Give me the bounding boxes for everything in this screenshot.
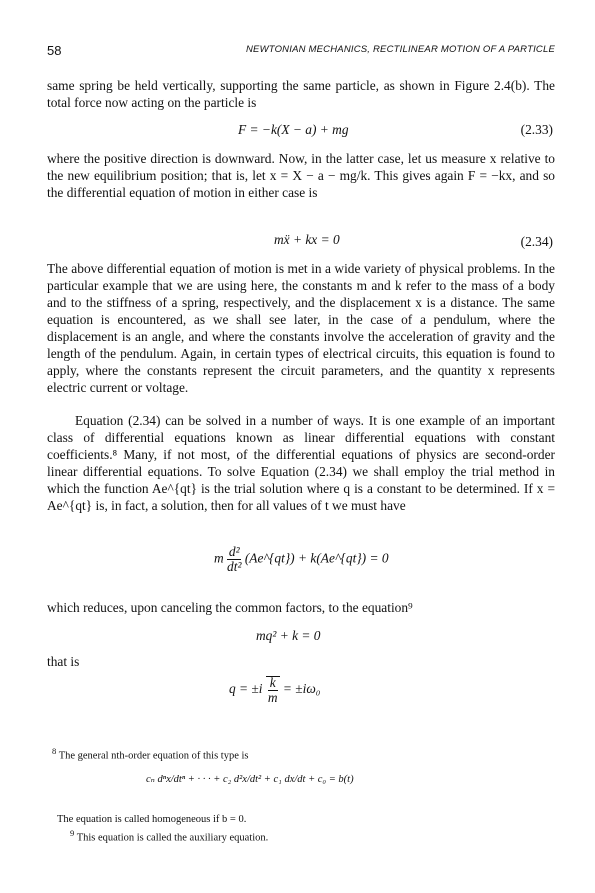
second-derivative-fraction [227,546,241,573]
fraction-denominator: dt² [227,559,242,574]
footnote-8-mark: 8 [52,746,57,756]
q-rhs: = ±iω₀ [282,681,321,697]
equation-trial-solution [214,546,389,573]
paragraph-4: Equation (2.34) can be solved in a number of ways. It is one example of an important class of differential equations known as linear differential equations with constant coefficients.⁸ Many, if not most, of the differential equations of physics are second-order linear differential equations. To solve Equation (2.34) we shall employ the trial method in which the function Ae^{qt} is the trial solution where q is a constant to be determined. If x = Ae^{qt} is, in fact, a solution, then for all values of t we must have [47,413,555,513]
equation-q-solution [229,676,320,704]
fraction-denominator: m [267,690,278,705]
footnote-9-text: This equation is called the auxiliary equation. [76,832,269,844]
equation-number-2-34: (2.34) [520,234,553,249]
footnote-8-homogeneous-note: The equation is called homogeneous if b = 0. [57,814,247,825]
equation-2-34: mẍ + kx = 0 [274,232,340,247]
footnote-8-text: The general nth-order equation of this type is [58,750,249,762]
running-title: NEWTONIAN MECHANICS, RECTILINEAR MOTION OF A PARTICLE [245,44,555,55]
page-number: 58 [47,43,62,58]
paragraph-5: which reduces, upon canceling the common factors, to the equation⁹ [47,600,413,615]
fraction-numerator: k [269,675,276,690]
footnote-9-mark: 9 [70,828,75,838]
k-over-m-fraction [268,677,278,704]
paragraph-6: that is [47,654,80,669]
footnote-9 [70,828,268,844]
equation-auxiliary: mq² + k = 0 [256,628,321,643]
page-header [47,43,555,59]
equation-number-2-33: (2.33) [520,122,553,137]
trial-prefix: m [214,550,224,566]
equation-2-33: F = −k(X − a) + mg [238,122,349,137]
square-root [266,676,280,704]
trial-rest: (Ae^{qt}) + k(Ae^{qt}) = 0 [244,550,389,566]
paragraph-1: same spring be held vertically, supporting the same particle, as shown in Figure 2.4(b). The total force now acting on the particle is [47,78,555,110]
q-lhs: q = ±i [229,681,263,697]
fraction-numerator: d² [228,544,240,559]
paragraph-2: where the positive direction is downward. Now, in the latter case, let us measure x relative to the new equilibrium position; that is, let x = X − a − mg/k. This gives again F = −kx, and so the differential equation of motion in either case is [47,151,555,200]
paragraph-3: The above differential equation of motion is met in a wide variety of physical problems. In the particular example that we are using here, the constants m and k refer to the mass of a body and to the stiffness of a spring, respectively, and the displacement x is a distance. The same equation is encountered, as we shall see later, in the case of a pendulum, where the displacement is an angle, and where the constants involve the acceleration of gravity and the length of the pendulum. Again, in certain types of electrical circuits, this equation is found to apply, where the constants represent the circuit parameters, and the quantity x represents electric current or voltage. [47,261,555,395]
footnote-8-equation: cₙ dⁿx/dtⁿ + · · · + c₂ d²x/dt² + c₁ dx/dt + c₀ = b(t) [146,774,354,785]
footnote-8 [52,746,249,762]
